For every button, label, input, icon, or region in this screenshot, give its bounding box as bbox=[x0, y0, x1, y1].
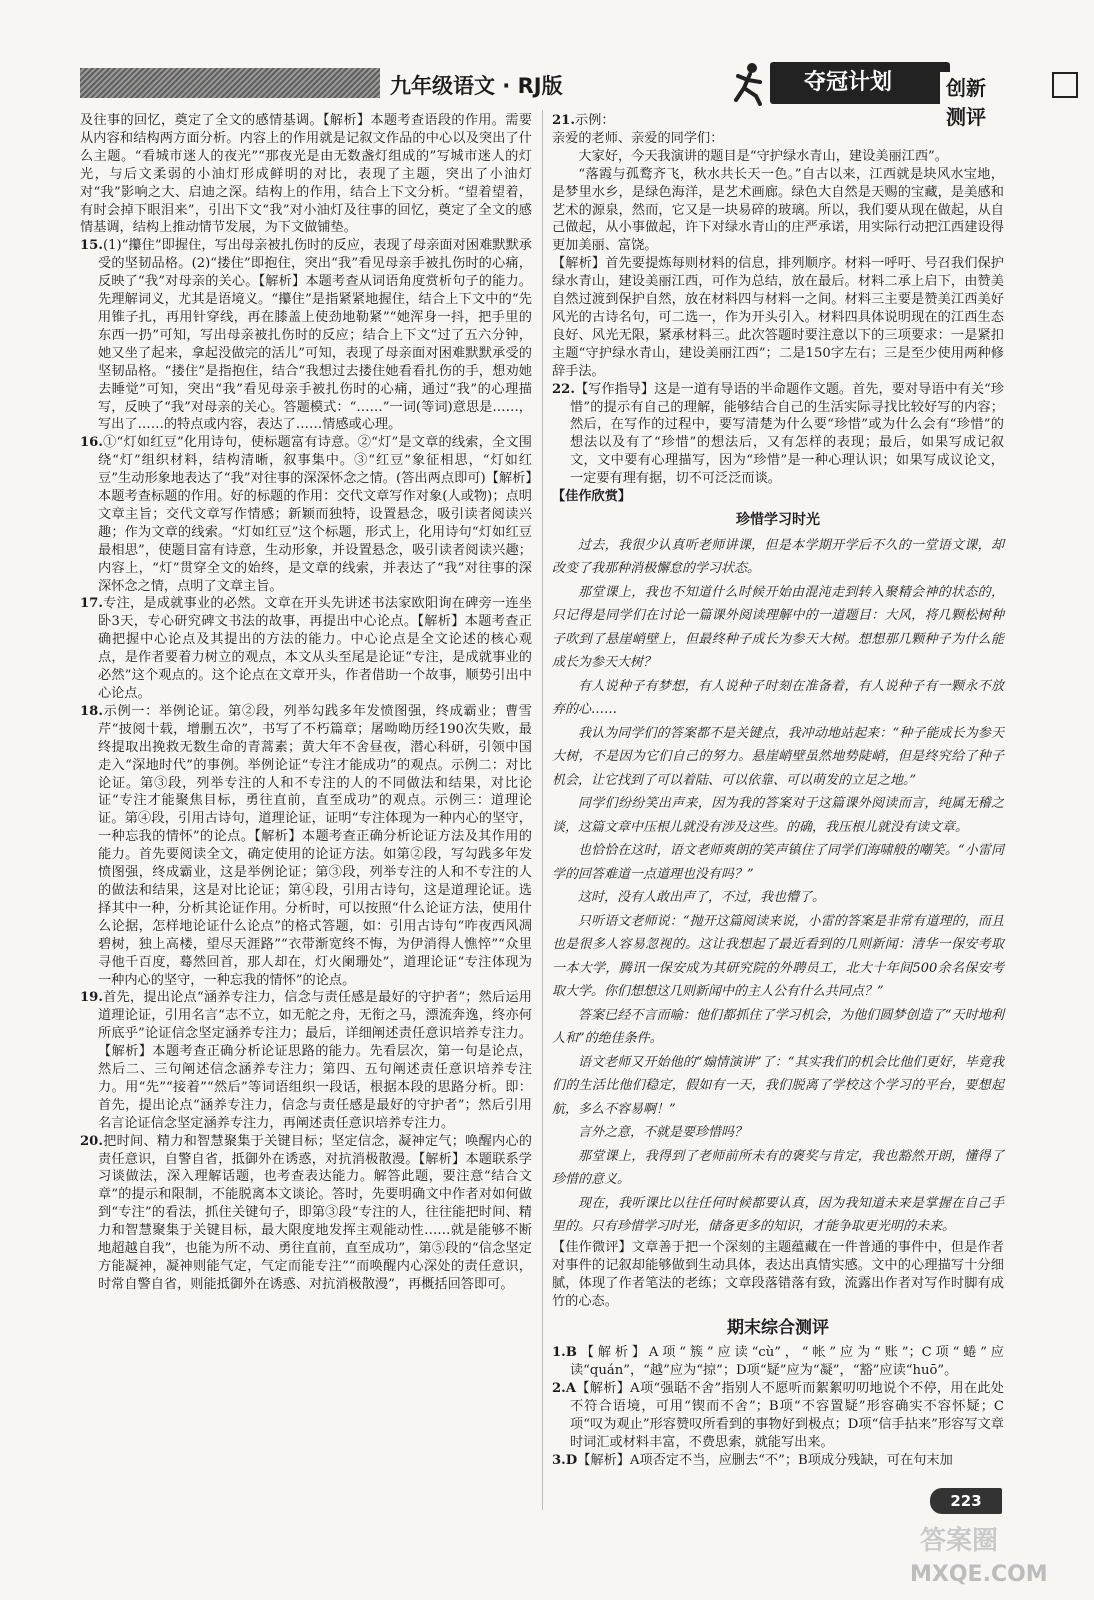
runner-icon bbox=[730, 60, 770, 106]
item-number: 21. bbox=[552, 113, 575, 128]
paragraph: 大家好，今天我演讲的题目是“守护绿水青山，建设美丽江西”。 bbox=[578, 148, 948, 164]
answer-item bbox=[80, 595, 532, 702]
paragraph: 亲爱的老师、亲爱的同学们： bbox=[552, 130, 724, 146]
item-text: 专注，是成就事业的必然。文章在开头先讲述书法家欧阳询在碑旁一连坐卧3天，专心研究碑文书法的故事，再提出中心论点。【解析】本题考查正确把握中心论点及其提出的方法的能力。中心论点是全文论述的核心观点，是作者要着力树立的观点，本文从头至尾是论证“专注，是成就事业的必然”这个观点的。这个论点在文章开头，作者借助一个故事，顺势引出中心论点。 bbox=[98, 596, 532, 701]
answer-item bbox=[80, 237, 532, 434]
answer-item bbox=[80, 703, 532, 990]
item-text: 示例： bbox=[574, 113, 615, 128]
essay-title: 珍惜学习时光 bbox=[736, 511, 820, 528]
item-text: 【解析】A项否定不当，应删去“不”；B项成分残缺，可在句末加 bbox=[577, 1452, 953, 1468]
section-tag: 【佳作欣赏】 bbox=[552, 489, 632, 505]
answer-item bbox=[552, 381, 1004, 488]
watermark-url: MXQE.COM bbox=[910, 1562, 1048, 1587]
answer-item bbox=[552, 1380, 1004, 1452]
paragraph: 【解析】首先要提炼每则材料的信息，排列顺序。材料一呼吁、号召我们保护绿水青山，建设美丽江西，可作为总结，放在最后。材料二承上启下，由赞美自然过渡到保护自然，放在材料四与材料一之间。材料三主要是赞美江西美好风光的古诗名句，可二选一，作为开头引入。材料四具体说明现在的江西生态良好、风光无限，紧承材料三。此次答题时要注意以下的三项要求：一是紧扣主题“守护绿水青山，建设美丽江西”；二是150字左右；三是至少使用两种修辞手法。 bbox=[552, 256, 1004, 379]
item-number: 3.D bbox=[552, 1452, 578, 1468]
item-number: 1.B bbox=[552, 1345, 577, 1361]
item-number: 22. bbox=[552, 381, 575, 397]
right-column bbox=[552, 112, 1004, 1470]
item-text: 【写作指导】这是一道有导语的半命题作文题。首先，要对导语中有关“珍惜”的提示有自己的理解，能够结合自己的生活实际寻找比较好写的内容；然后，在写作的过程中，要写清楚为什么要“珍惜”或为什么会有“珍惜”的想法以及有了“珍惜”的想法后，又有怎样的表现；最后，如果写成记叙文，文中要有心理描写，因为“珍惜”是一种心理认识；如果写成议论文，一定要有理有据，切不可泛泛而谈。 bbox=[570, 381, 1004, 487]
item-number: 17. bbox=[80, 596, 103, 612]
answer-item bbox=[552, 1344, 1004, 1380]
item-text: 把时间、精力和智慧聚集于关键目标；坚定信念，凝神定气；唤醒内心的责任意识，自警自省，抵御外在诱惑，对抗消极散漫。【解析】本题联系学习谈做法，深入理解话题，也考查表达能力。解答此题，要注意“结合文章”的提示和限制，不能脱离本文谈论。答时，先要明确文中作者对如何做到“专注”的看法，抓住关键句子，即第③段“专注的人，往往能把时间、精力和智慧聚集于关键目标，最大限度地发挥主观能动性……就是能够不断地超越自我”，也能为所不动、勇往直前，直至成功”，第⑤段的“信念坚定方能凝神，凝神则能气定，气定而能专注”“而唤醒内心深处的责任意识，时常自警自省，则能抵御外在诱惑、对抗消极散漫”，再概括回答即可。 bbox=[98, 1133, 532, 1292]
essay-paragraph: 那堂课上，我得到了老师前所未有的褒奖与肯定，我也豁然开朗，懂得了珍惜的意义。 bbox=[552, 1148, 1004, 1188]
item-number: 20. bbox=[80, 1133, 103, 1149]
item-number: 19. bbox=[80, 990, 103, 1006]
section-title: 期末综合测评 bbox=[727, 1318, 829, 1339]
item-text: 【解析】A项“簇”应读“cù”，“帐”应为“账”；C项“蜷”应读“quán”，“越”应为“掠”；D项“疑”应为“凝”，“豁”应读“huō”。 bbox=[570, 1345, 1004, 1379]
essay-paragraph: 语文老师又开始他的“煽情演讲”了：“其实我们的机会比他们更好，毕竟我们的生活比他们稳定，假如有一天，我们脱离了学校这个学习的平台，要想起航，多么不容易啊！” bbox=[552, 1054, 1004, 1117]
item-text: 示例一：举例论证。第②段，列举勾践多年发愤图强，终成霸业；曹雪芹“披阅十载，增删五次”，书写了不朽篇章；屠呦呦历经190次失败，最终提取出挽救无数生命的青蒿素；黄大年不舍昼夜，潜心科研，引领中国走入“深地时代”的事例。举例论证“专注才能成功”的观点。示例二：对比论证。第③段，列举专注的人和不专注的人的不同做法和结果，对比论证“专注才能聚焦目标，勇往直前，直至成功”的观点。示例三：道理论证。第④段，引用古诗句，道理论证，证明“专注体现为一种内心的坚守，一种忘我的情怀”的论点。【解析】本题考查正确分析论证方法及其作用的能力。首先要阅读全文，确定使用的论证方法。如第②段，写勾践多年发愤图强，终成霸业，这是举例论证；第③段，列举专注的人和不专注的人的做法和结果，这是对比论证；第④段，引用古诗句，这是道理论证。选择其中一种，分析其论证作用。分析时，可以按照“什么论证方法，使用什么论据，怎样地论证什么论点”的格式答题，如：引用古诗句“咋夜西风凋碧树，独上高楼，望尽天涯路”“衣带渐宽终不悔，为伊消得人憔悴”“众里寻他千百度，蓦然回首，那人却在，灯火阑珊处”，道理论证“专注体现为一种内心的坚守，一种忘我的情怀”的论点。 bbox=[98, 703, 532, 988]
header-subtitle: 创新测评 bbox=[940, 72, 1000, 130]
essay-paragraph: 这时，没有人敢出声了，不过，我也懵了。 bbox=[578, 890, 826, 906]
essay-paragraph: 只听语文老师说：“抛开这篇阅读来说，小雷的答案是非常有道理的，而且也是很多人容易忽视的。这让我想起了最近看到的几则新闻：清华一保安考取一本大学，腾讯一保安成为其研究院的外聘员工，北大十年间500余名保安考取大学。你们想想这几则新闻中的主人公有什么共同点？” bbox=[552, 913, 1004, 1000]
essay-paragraph: 言外之意，不就是要珍惜吗？ bbox=[578, 1125, 748, 1141]
column-divider bbox=[542, 110, 543, 1510]
answer-item bbox=[552, 112, 1004, 130]
item-number: 2.A bbox=[552, 1381, 576, 1397]
brand-logo: 夺冠计划 bbox=[770, 62, 950, 104]
model-essay bbox=[552, 534, 1004, 1239]
header-stripe bbox=[80, 68, 380, 98]
answer-item bbox=[552, 1452, 1004, 1470]
essay-paragraph: 答案已经不言而喻：他们都抓住了学习机会，为他们圆梦创造了“天时地利人和”的绝佳条件。 bbox=[552, 1007, 1004, 1047]
item-text: 首先，提出论点“涵养专注力，信念与责任感是最好的守护者”；然后运用道理论证，引用名言“志不立，如无舵之舟，无衔之马，漂流奔逸，终亦何所底乎”论证信念坚定涵养专注力；最后，详细阐述责任意识培养专注力。【解析】本题考查正确分析论证思路的能力。先看层次，第一句是论点，然后二、三句阐述信念涵养专注力；第四、五句阐述责任意识培养专注力。用“先”“接着”“然后”等词语组织一段话，根据本段的思路分析。即：首先，提出论点“涵养专注力，信念与责任感是最好的守护者”；然后引用名言论证信念坚定涵养专注力，再阐述责任意识培养专注力。 bbox=[98, 990, 532, 1131]
page-number: 223 bbox=[930, 1488, 1002, 1514]
item-text: ①“灯如红豆”化用诗句，使标题富有诗意。②“灯”是文章的线索，全文围绕“灯”组织材料，结构清晰，叙事集中。③“红豆”象征相思，“灯如红豆”生动形象地表达了“我”对往事的深深怀念之情。(答出两点即可)【解析】本题考查标题的作用。好的标题的作用：交代文章写作对象(人或物)；点明文章主旨；交代文章写作情感；新颖而独特，设置悬念，吸引读者阅读兴趣；作为文章的线索。“灯如红豆”这个标题，形式上，化用诗句“灯如红豆最相思”，使题目富有诗意，生动形象，并设置悬念，吸引读者阅读兴趣；内容上，“灯”贯穿全文的始终，是文章的线索，并表达了“我”对往事的深深怀念之情，点明了文章主旨。 bbox=[98, 435, 532, 594]
left-column bbox=[80, 112, 532, 1294]
grade-label: 九年级语文 · RJ版 bbox=[380, 70, 573, 100]
essay-paragraph: 过去，我很少认真听老师讲课，但是本学期开学后不久的一堂语文课，却改变了我那种消极懈怠的学习状态。 bbox=[552, 537, 1004, 577]
item-number: 16. bbox=[80, 435, 103, 451]
essay-paragraph: 那堂课上，我也不知道什么时候开始由混沌走到转入聚精会神的状态的，只记得是同学们在讨论一篇课外阅读理解中的一道题目：大风，将几颗松树种子吹到了悬崖峭壁上，但最终种子成长为参天大树。想想那几颗种子为什么能成长为参天大树？ bbox=[552, 584, 1004, 671]
item-text: (1)“攥住”即握住，写出母亲被扎伤时的反应，表现了母亲面对困难默默承受的坚韧品格。(2)“搂住”即抱住，突出“我”看见母亲手被扎伤时的心痛，反映了“我”对母亲的关心。【解析】本题考查从词语角度赏析句子的能力。先理解词义，尤其是语境义。“攥住”是指紧紧地握住，结合上下文中的“先用锥子扎，再用针穿线，再在膝盖上使劲地勒紧”“她浑身一抖，把手里的东西一扔”可知，写出母亲被扎伤时的反应；结合上下文“过了五六分钟，她又坐了起来，拿起没做完的活儿”可知，表现了母亲面对困难默默承受的坚韧品格。“搂住”是指抱住，结合“我想过去搂住她看看扎伤的手，想劝她去睡觉”可知，突出“我”看见母亲手被扎伤时的心痛，通过“我”的心理描写，反映了“我”对母亲的关心。答题模式：“……”一词(等词)意思是……，写出了……的特点或内容，表达了……情感或心理。 bbox=[98, 238, 532, 433]
watermark-logo: 答案圈 bbox=[920, 1526, 999, 1556]
item-number: 15. bbox=[80, 238, 103, 254]
item-text: 【解析】A项“强聒不舍”指别人不愿听而絮絮叨叨地说个不停，用在此处不符合语境，可用“锲而不舍”；B项“不容置疑”形容确实不容怀疑；C项“叹为观止”形容赞叹所看到的事物好到极点；D项“信手拈来”形容写文章时词汇或材料丰富，不费思索，就能写出来。 bbox=[570, 1381, 1004, 1450]
item-number: 18. bbox=[80, 703, 103, 719]
essay-paragraph: 现在，我听课比以往任何时候都要认真，因为我知道未来是掌握在自己手里的。只有珍惜学习时光，储备更多的知识，才能争取更光明的未来。 bbox=[552, 1195, 1004, 1235]
essay-paragraph: 我认为同学们的答案都不是关键点，我冲动地站起来：“种子能成长为参天大树，不是因为它们自己的努力。悬崖峭壁虽然地势陡峭，但是终究给了种子机会，让它找到了可以着陆、可以依靠、可以萌发的立足之地。” bbox=[552, 725, 1004, 788]
answer-item bbox=[80, 989, 532, 1132]
check-icon bbox=[1052, 72, 1078, 98]
paragraph: 【佳作微评】文章善于把一个深刻的主题蕴藏在一件普通的事件中，但是作者对事件的记叙却能够做到生动具体，表达出真情实感。文中的心理描写十分细腻，体现了作者笔法的老练；文章段落错落有致，流露出作者对写作时脚有成竹的心态。 bbox=[552, 1239, 1004, 1309]
paragraph: “落霞与孤鹜齐飞，秋水共长天一色。”自古以来，江西就是块风水宝地，是梦里水乡，是绿色海洋，是艺术画廊。绿色大自然是天赐的宝藏，是美感和艺术的源泉，然而，它又是一块易碎的玻璃。所以，我们要从现在做起，从自己做起，从小事做起，许下对绿水青山的庄严承诺，用实际行动把江西建设得更加美丽、富饶。 bbox=[552, 166, 1004, 254]
paragraph: 及往事的回忆，奠定了全文的感情基调。【解析】本题考查语段的作用。需要从内容和结构两方面分析。内容上的作用就是记叙文作品的中心以及突出了什么主题。“看城市迷人的夜光”“那夜光是由无数盏灯组成的”写城市迷人的灯光，与后文柔弱的小油灯形成鲜明的对比，表现了主题，突出了小油灯对“我”影响之大、启迪之深。结构上的作用，结合上下文分析。“望着望着，有时会掉下眼泪来”，引出下文“我”对小油灯及往事的回忆，奠定了全文的感情基调，结构上推动情节发展，为下文做铺垫。 bbox=[80, 113, 532, 236]
answer-item bbox=[80, 1133, 532, 1294]
essay-paragraph: 有人说种子有梦想，有人说种子时刻在准备着，有人说种子有一颗永不放弃的心…… bbox=[552, 678, 1004, 718]
essay-paragraph: 同学们纷纷笑出声来，因为我的答案对于这篇课外阅读而言，纯属无稽之谈，这篇文章中压根儿就没有涉及这些。的确，我压根儿就没有读文章。 bbox=[552, 796, 1004, 835]
essay-paragraph: 也恰恰在这时，语文老师爽朗的笑声镇住了同学们海啸般的嘲笑。“小雷同学的回答难道一点道理也没有吗？” bbox=[552, 843, 1004, 882]
answer-item bbox=[80, 434, 532, 595]
